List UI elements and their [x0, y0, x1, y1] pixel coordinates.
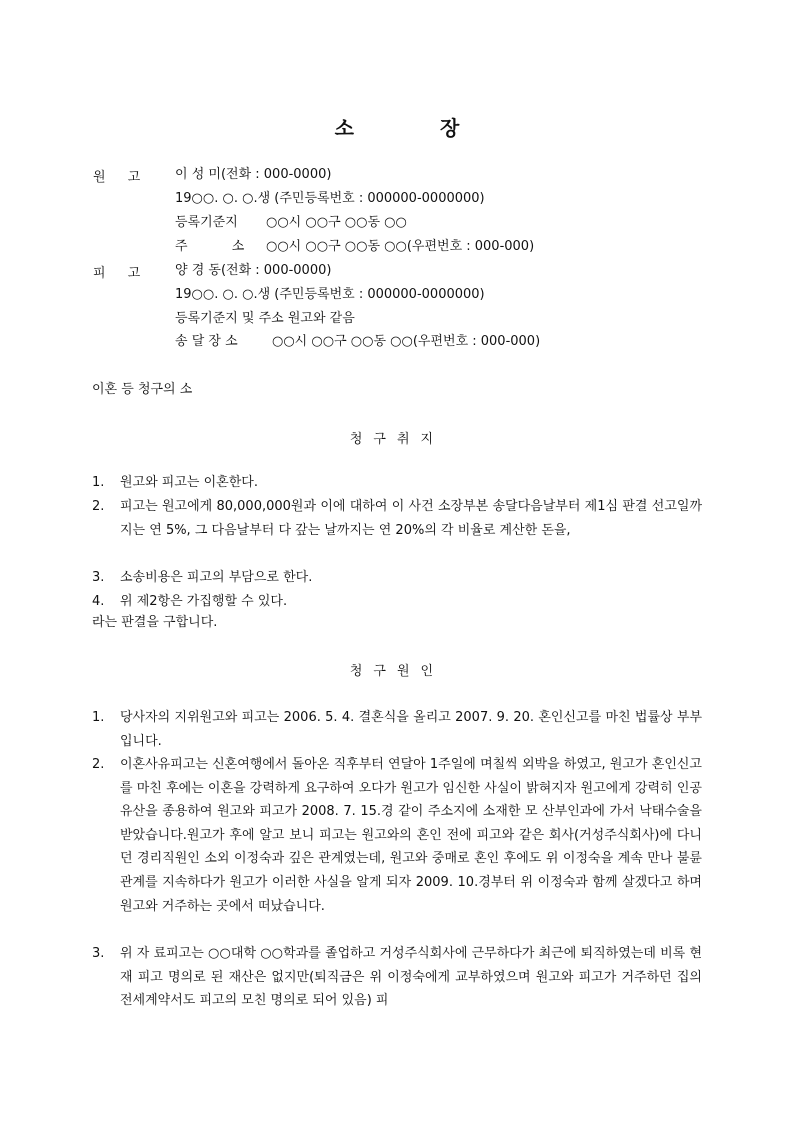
item-number: 2.: [92, 757, 105, 772]
item-text: 위 제2항은 가집행할 수 있다.: [120, 594, 288, 609]
claim-cause-heading: 청구원인: [349, 664, 445, 679]
plaintiff-birth-line: 19○○. ○. ○.생 (주민등록번호 : 000000-0000000): [175, 191, 485, 206]
claim-purpose-closing: 라는 판결을 구합니다.: [92, 615, 218, 630]
claim-cause-item-2: [92, 753, 702, 918]
defendant-registered-line: 등록기준지 및 주소 원고와 같음: [175, 311, 355, 326]
claim-purpose-item-2: [92, 495, 702, 542]
item-number: 1.: [92, 475, 105, 490]
case-title: 이혼 등 청구의 소: [92, 382, 193, 397]
title-char-2: 장: [440, 116, 460, 140]
item-text: 소송비용은 피고의 부담으로 한다.: [120, 570, 313, 585]
item-text: 위 자 료피고는 ○○대학 ○○학과를 졸업하고 거성주식회사에 근무하다가 최근에 퇴직하였는데 비록 현재 피고 명의로 된 재산은 없지만(퇴직금은 위 이정숙에게 교부하였으며 원고와 피고가 거주하던 집의 전세계약서도 피고의 모친 명의로 되어 있음) 피: [120, 946, 702, 1009]
claim-purpose-item-1: [92, 471, 702, 495]
defendant-name-line: 양 경 동(전화 : 000-0000): [175, 263, 332, 278]
claim-cause-item-1: [92, 706, 702, 753]
plaintiff-address-label: 주 소: [175, 239, 245, 254]
claim-purpose-item-3: [92, 566, 702, 590]
item-number: 1.: [92, 710, 105, 725]
item-text: 원고와 피고는 이혼한다.: [120, 475, 258, 490]
plaintiff-address-value: ○○시 ○○구 ○○동 ○○(우편번호 : 000-000): [266, 239, 535, 254]
item-text: 당사자의 지위원고와 피고는 2006. 5. 4. 결혼식을 올리고 2007. 9. 20. 혼인신고를 마친 법률상 부부입니다.: [120, 710, 702, 749]
defendant-role-label: 피 고: [93, 266, 141, 281]
plaintiff-registered-value: ○○시 ○○구 ○○동 ○○: [266, 215, 407, 230]
title-char-1: 소: [334, 116, 354, 140]
plaintiff-registered-label: 등록기준지: [175, 215, 238, 230]
item-text: 이혼사유피고는 신혼여행에서 돌아온 직후부터 연달아 1주일에 며칠씩 외박을 하였고, 원고가 혼인신고를 마친 후에는 이혼을 강력하게 요구하여 오다가 원고가 임신한 사실이 밝혀지자 원고에게 강력히 인공유산을 종용하여 원고와 피고가 2008. 7. 15.경 같이 주소지에 소재한 모 산부인과에 가서 낙태수술을 받았습니다.원고가 후에 알고 보니 피고는 원고와의 혼인 전에 피고와 같은 회사(거성주식회사)에 다니던 경리직원인 소외 이정숙과 깊은 관계였는데, 원고와 중매로 혼인 후에도 위 이정숙을 계속 만나 불륜관계를 지속하다가 원고가 이러한 사실을 알게 되자 2009. 10.경부터 위 이정숙과 함께 살겠다고 하며 원고와 거주하는 곳에서 떠났습니다.: [120, 757, 702, 914]
claim-cause-item-3: [92, 942, 702, 1013]
defendant-birth-line: 19○○. ○. ○.생 (주민등록번호 : 000000-0000000): [175, 287, 485, 302]
item-number: 2.: [92, 499, 105, 514]
plaintiff-name-line: 이 성 미(전화 : 000-0000): [175, 167, 332, 182]
plaintiff-role-label: 원 고: [93, 170, 141, 185]
item-number: 3.: [92, 946, 105, 961]
item-number: 3.: [92, 570, 105, 585]
item-number: 4.: [92, 594, 105, 609]
claim-purpose-item-4: [92, 590, 702, 614]
defendant-service-value: ○○시 ○○구 ○○동 ○○(우편번호 : 000-000): [272, 334, 541, 349]
item-text: 피고는 원고에게 80,000,000원과 이에 대하여 이 사건 소장부본 송달다음날부터 제1심 판결 선고일까지는 연 5%, 그 다음날부터 다 갚는 날까지는 연 20%의 각 비율로 계산한 돈을,: [120, 499, 702, 538]
document-title: [0, 112, 794, 141]
defendant-service-label: 송 달 장 소: [175, 334, 238, 349]
claim-purpose-heading: 청구취지: [349, 432, 445, 447]
